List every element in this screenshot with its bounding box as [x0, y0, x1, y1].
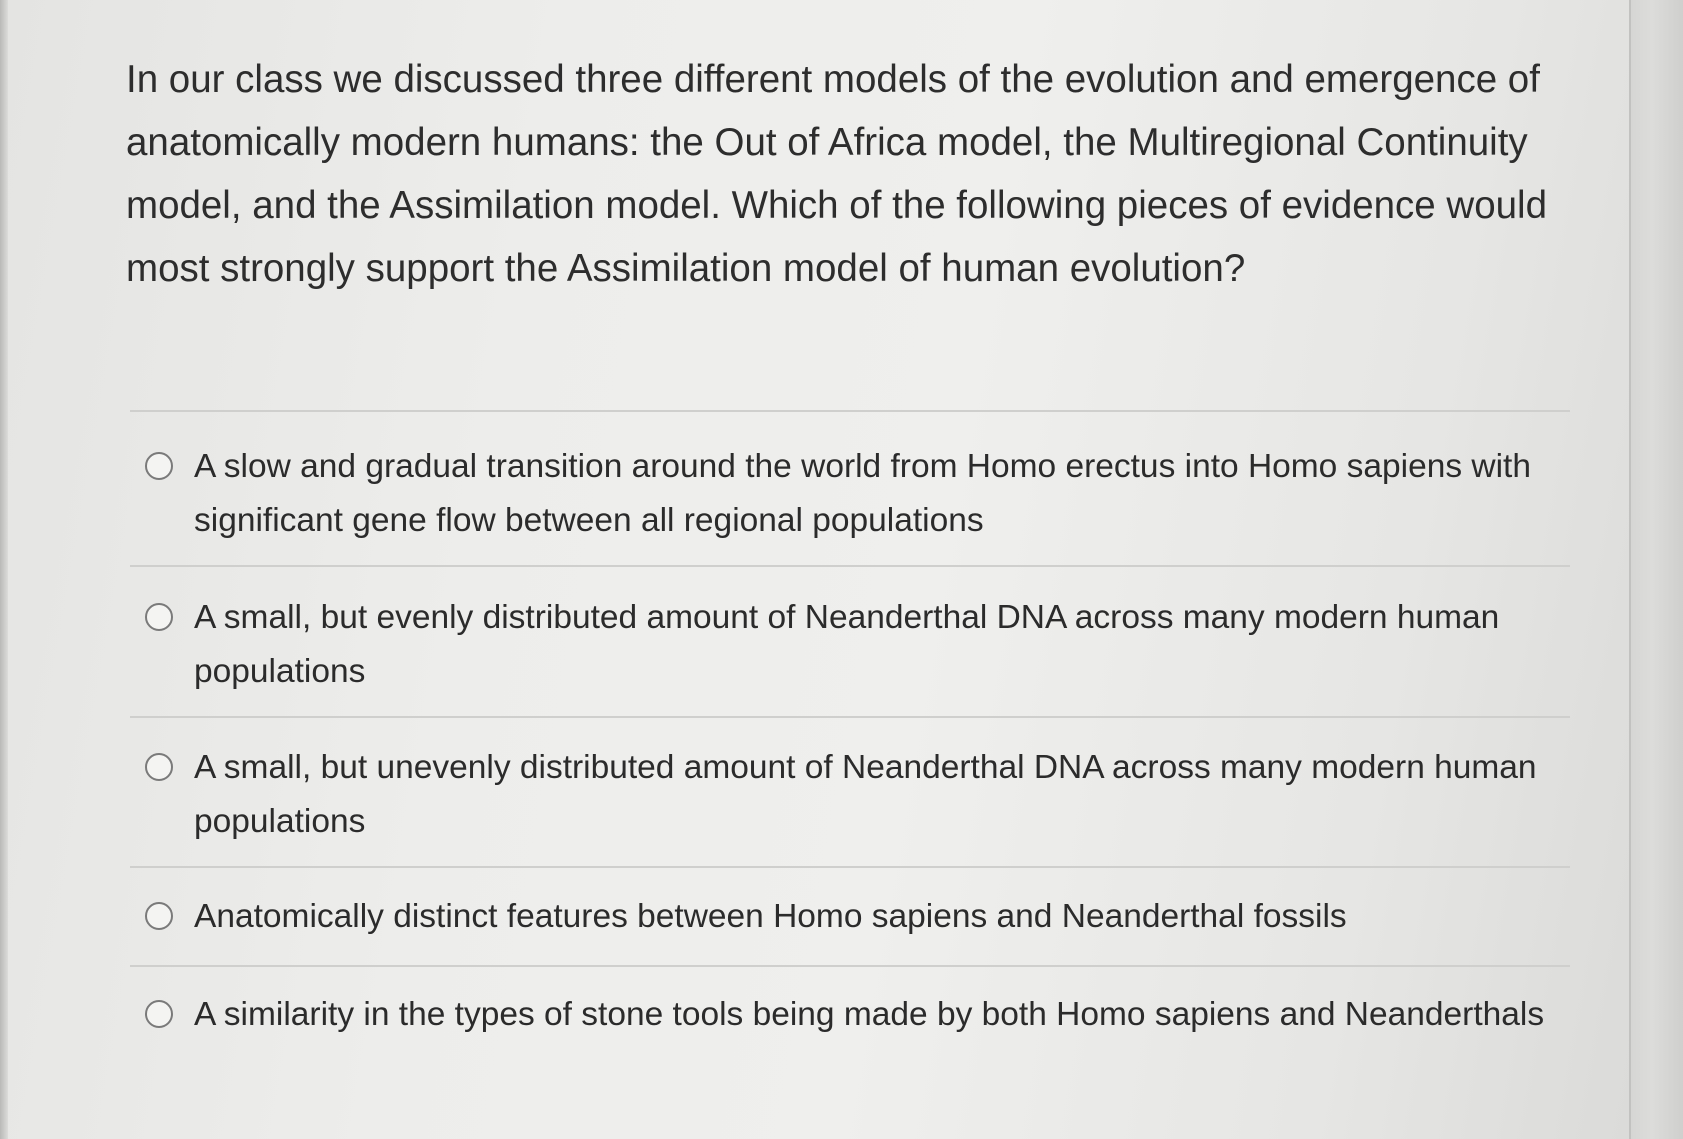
radio-button[interactable] — [145, 452, 173, 480]
left-edge — [0, 0, 8, 1139]
answer-option-label: A small, but evenly distributed amount of Neanderthal DNA across many modern human populations — [194, 599, 1500, 690]
radio-button[interactable] — [145, 1000, 173, 1028]
answer-option-label: A slow and gradual transition around the world from Homo erectus into Homo sapiens with significant gene flow between all regional populations — [194, 448, 1531, 539]
answer-option-3[interactable] — [145, 741, 1545, 849]
divider — [130, 866, 1570, 868]
radio-button[interactable] — [145, 902, 173, 930]
quiz-question-card — [60, 0, 1625, 1139]
answer-option-label: A similarity in the types of stone tools being made by both Homo sapiens and Neanderthals — [194, 996, 1545, 1033]
answer-option-1[interactable] — [145, 440, 1545, 548]
radio-button[interactable] — [145, 603, 173, 631]
answer-option-label: A small, but unevenly distributed amount of Neanderthal DNA across many modern human populations — [194, 749, 1537, 840]
divider — [130, 716, 1570, 718]
divider — [130, 965, 1570, 967]
divider — [130, 410, 1570, 412]
answer-option-2[interactable] — [145, 591, 1545, 699]
right-side-panel — [1629, 0, 1683, 1139]
radio-button[interactable] — [145, 753, 173, 781]
question-text: In our class we discussed three different models of the evolution and emergence of anatomically modern humans: the Out of Africa model, the Multiregional Continuity model, and the Assimilation model. Which of the following pieces of evidence would most strongly support the Assimilation model of human evolution? — [126, 58, 1548, 290]
answer-option-5[interactable] — [145, 988, 1545, 1042]
divider — [130, 565, 1570, 567]
answer-option-label: Anatomically distinct features between Homo sapiens and Neanderthal fossils — [194, 898, 1347, 935]
answer-option-4[interactable] — [145, 890, 1545, 944]
